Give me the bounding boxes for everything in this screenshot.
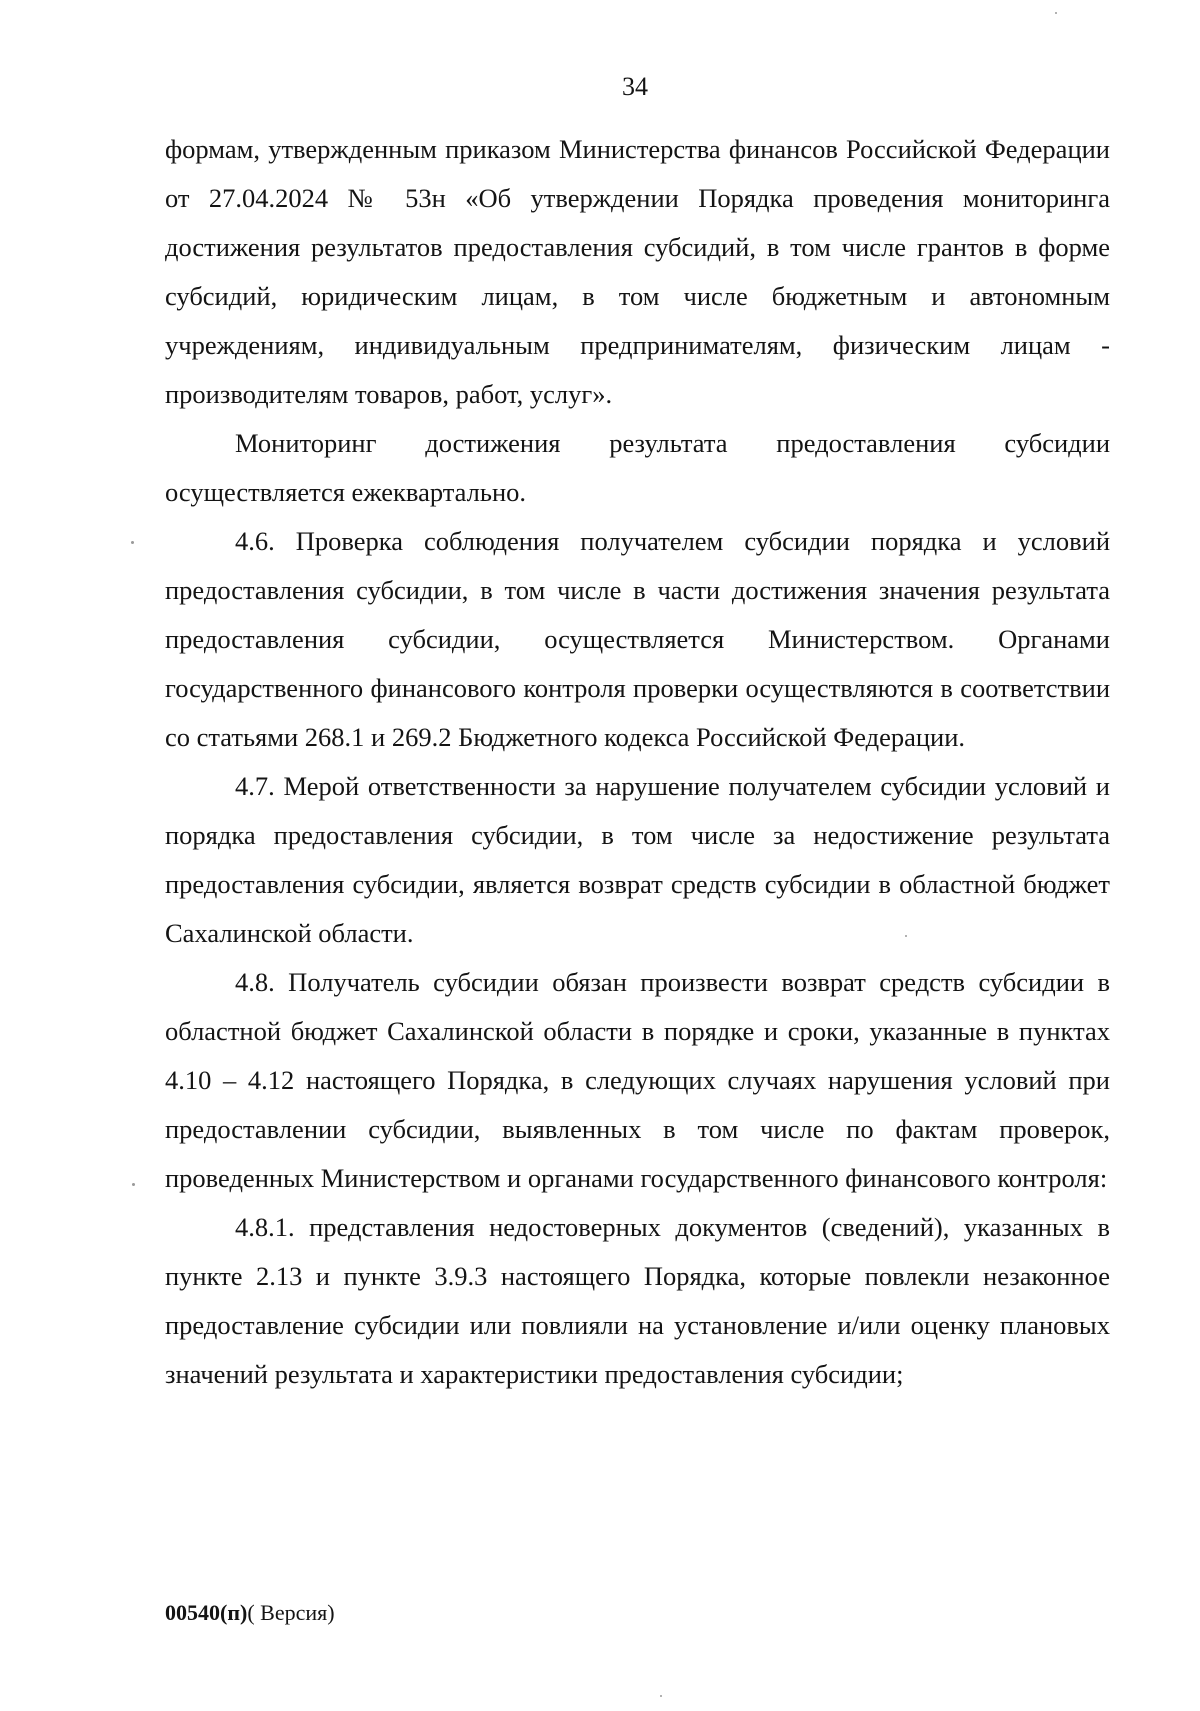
paragraph-4-6: 4.6. Проверка соблюдения получателем субсидии порядка и условий предоставления субсидии, в том числе в части достижения значения результата предоставления субсидии, осуществляется Министерством. Органами государственного финансового контроля проверки осуществляются в соответствии со статьями 268.1 и 269.2 Бюджетного кодекса Российской Федерации.: [165, 526, 1110, 752]
paragraph-4-8-1: 4.8.1. представления недостоверных документов (сведений), указанных в пункте 2.13 и пункте 3.9.3 настоящего Порядка, которые повлекли незаконное предоставление субсидии или повлияли на установление и/или оценку плановых значений результата и характеристики предоставления субсидии;: [165, 1212, 1110, 1389]
scan-speck: [1055, 12, 1057, 14]
document-version: ( Версия): [247, 1600, 335, 1625]
paragraph-4-7: 4.7. Мерой ответственности за нарушение получателем субсидии условий и порядка предоставления субсидии, в том числе за недостижение результата предоставления субсидии, является возврат средств субсидии в областной бюджет Сахалинской области.: [165, 771, 1110, 948]
document-code: 00540(п): [165, 1600, 248, 1625]
paragraph-4-8: 4.8. Получатель субсидии обязан произвести возврат средств субсидии в областной бюджет Сахалинской области в порядке и сроки, указанные в пунктах 4.10 – 4.12 настоящего Порядка, в следующих случаях нарушения условий при предоставлении субсидии, выявленных в том числе по фактам проверок, проведенных Министерством и органами государственного финансового контроля:: [165, 967, 1110, 1193]
scan-speck: [131, 541, 134, 544]
document-body: [165, 125, 1110, 1399]
page-number: 34: [622, 72, 648, 101]
paragraph-monitoring-frequency: Мониторинг достижения результата предоставления субсидии осуществляется ежеквартально.: [165, 428, 1110, 507]
document-footer: [165, 1600, 335, 1626]
scan-speck: [660, 1695, 662, 1697]
paragraph-monitoring-forms: формам, утвержденным приказом Министерства финансов Российской Федерации от 27.04.2024 № 53н «Об утверждении Порядка проведения мониторинга достижения результатов предоставления субсидий, в том числе грантов в форме субсидий, юридическим лицам, в том числе бюджетным и автономным учреждениям, индивидуальным предпринимателям, физическим лицам - производителям товаров, работ, услуг».: [165, 134, 1110, 409]
scan-speck: [132, 1183, 135, 1186]
scan-speck: [905, 935, 907, 937]
